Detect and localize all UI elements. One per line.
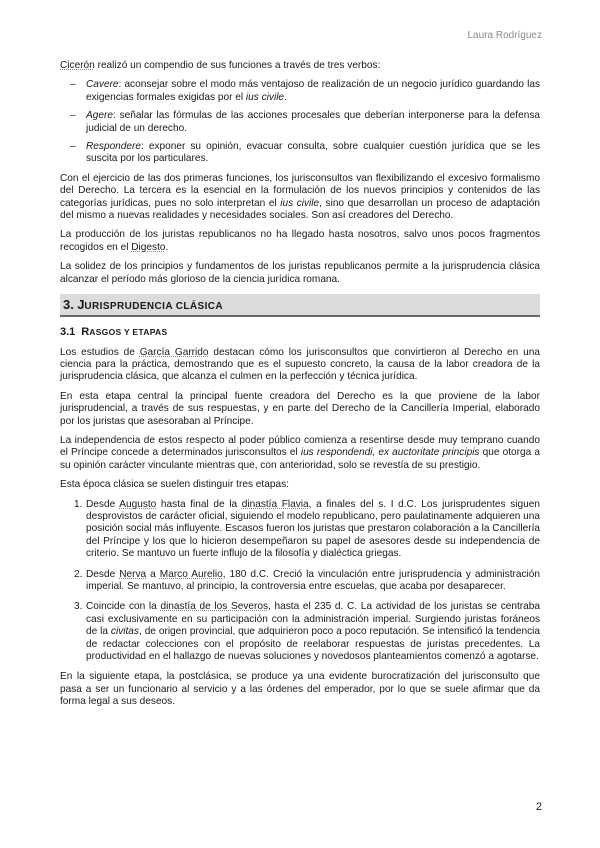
- stages-list: [60, 499, 540, 664]
- nerva-link[interactable]: Nerva: [119, 568, 147, 580]
- verbs-list: [60, 79, 540, 165]
- body-paragraph: La producción de los juristas republicanos no ha llegado hasta nosotros, salvo unos pocos fragmentos recogidos en el Digesto.: [60, 229, 540, 253]
- list-item: 1. Desde Augusto hasta final de la dinastía Flavia, a finales del s. I d.C. Los jurisprudentes siguen desprovistos de carácter oficial, siguiendo el modelo republicano, pero paulatinamente adquieren una posición social más influyente. Escasos fueron los juristas que prestaron colaboración a la Cancillería del Príncipe y los que lo hicieron desempeñaron su papel de asesores desde su independencia de criterio. Se mantuvo un fuerte influjo de la filosofía y dialéctica griegas.: [74, 498, 540, 560]
- body-paragraph: La solidez de los principios y fundamentos de los juristas republicanos permite a la jurisprudencia clásica alcanzar el período más glorioso de la ciencia jurídica romana.: [60, 261, 540, 285]
- list-item: 3. Coincide con la dinastía de los Severos, hasta el 235 d. C. La actividad de los juristas se centraba casi exclusivamente en su participación con la administración imperial. Surgiendo juristas foráneos de la civitas, de origen provincial, que adquirieron poco a poco reputación. Se intensificó la tendencia de redactar colecciones con el propósito de reelaborar respuestas de juristas precedentes. La productividad en el hallazgo de nuevas soluciones y novedosos planteamientos comenzó a agotarse.: [74, 601, 540, 663]
- section-heading: 3. JURISPRUDENCIA CLÁSICA: [60, 294, 540, 317]
- digesto-link[interactable]: Digesto: [131, 241, 166, 253]
- garcia-garrido-link[interactable]: García Garrido: [139, 346, 209, 358]
- page-body: [60, 60, 540, 716]
- list-item: – Agere: señalar las fórmulas de las acciones procesales que deberían interponerse para la defensa judicial de un derecho.: [60, 110, 540, 135]
- list-item: – Cavere: aconsejar sobre el modo más ventajoso de realización de un negocio jurídico guardando las exigencias formales exigidas por el ius civile.: [60, 79, 540, 104]
- dinastia-severos-link[interactable]: dinastía de los Severos: [160, 601, 269, 613]
- header-author: Laura Rodríguez: [467, 30, 542, 41]
- ciceron-link[interactable]: Cicerón: [60, 60, 95, 71]
- intro-paragraph: Cicerón realizó un compendio de sus funciones a través de tres verbos:: [60, 60, 381, 71]
- list-item: – Respondere: exponer su opinión, evacuar consulta, sobre cualquier cuestión jurídica que se les suscita por los particulares.: [60, 141, 540, 166]
- body-paragraph: Los estudios de García Garrido destacan cómo los jurisconsultos que convirtieron al Derecho en una ciencia para la práctica, demostrando que es el supuesto concreto, la causa de la labor creadora de la jurisprudencia clásica, que alcanza el culmen en la perfección y técnica jurídica.: [60, 346, 540, 383]
- marco-aurelio-link[interactable]: Marco Aurelio: [159, 568, 223, 580]
- body-paragraph: En esta etapa central la principal fuente creadora del Derecho es la que proviene de la labor jurisprudencial, a través de sus respuestas, y en parte del Derecho de la Cancillería Imperial, elaborado por los juristas que asesoraban al Príncipe.: [60, 390, 540, 427]
- dinastia-flavia-link[interactable]: dinastía Flavia: [241, 498, 309, 510]
- body-paragraph: Con el ejercicio de las dos primeras funciones, los jurisconsultos van flexibilizando el excesivo formalismo del Derecho. La tercera es la esencial en la formulación de los nuevos principios y contenidos de las categorías jurídicas, pues no solo interpretan el ius civile, sino que desarrollan un proceso de adaptación del mismo a nuevas realidades y necesidades sociales. Son así creadores del Derecho.: [60, 172, 540, 222]
- list-item: 2. Desde Nerva a Marco Aurelio, 180 d.C. Creció la vinculación entre jurisprudencia y administración imperial. Se mantuvo, al principio, la controversia entre escuelas, que acaba por desaparecer.: [74, 568, 540, 592]
- body-paragraph: Esta época clásica se suelen distinguir tres etapas:: [60, 479, 289, 491]
- body-paragraph: La independencia de estos respecto al poder público comienza a resentirse desde muy temprano cuando el Príncipe concede a determinados jurisconsultos el ius respondendi, ex auctoritate principis que otorga a su opinión carácter vinculante mientras que, con anterioridad, solo se revestía de su prestigio.: [60, 434, 540, 471]
- page-number: 2: [535, 801, 542, 813]
- body-paragraph: En la siguiente etapa, la postclásica, se produce ya una evidente burocratización del jurisconsulto que pasa a ser un funcionario al servicio y a las órdenes del emperador, por lo que se suele afirmar que da forma legal a sus deseos.: [60, 671, 540, 708]
- augusto-link[interactable]: Augusto: [119, 498, 157, 510]
- subsection-heading: 3.1 RASGOS Y ETAPAS: [60, 326, 168, 339]
